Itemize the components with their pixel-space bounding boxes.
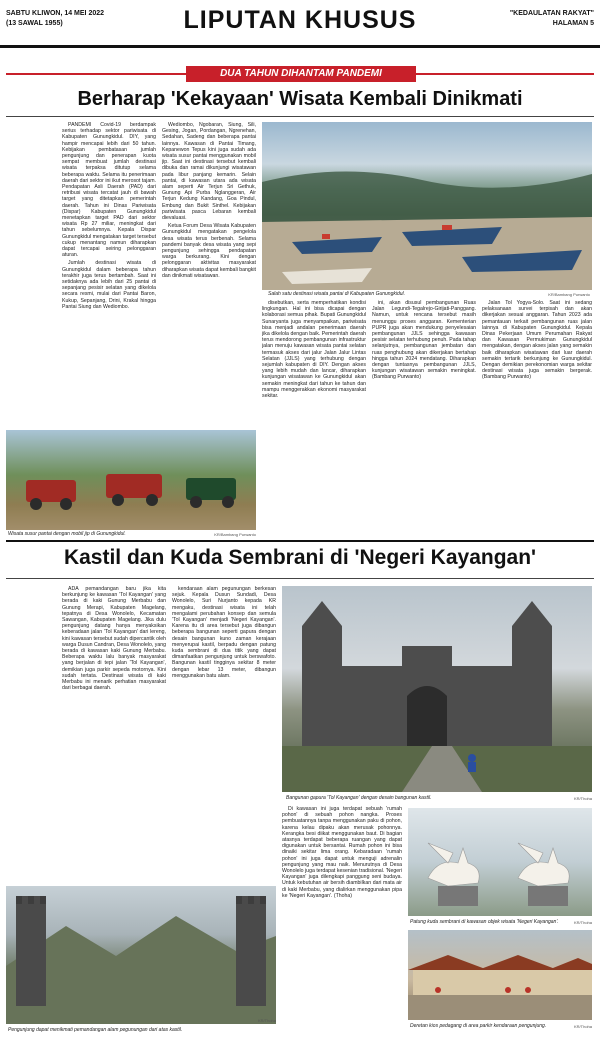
story2-photo3-credit: KR/Thoha bbox=[257, 1018, 276, 1023]
jeep-tour-photo bbox=[6, 430, 256, 530]
headline-rule bbox=[6, 116, 594, 117]
story2-column-1 bbox=[62, 586, 166, 882]
kicker-banner: DUA TAHUN DIHANTAM PANDEMI bbox=[186, 66, 416, 82]
story2-column-2 bbox=[172, 586, 276, 886]
story1-photo2-caption: Wisata susur pantai dengan mobil jip di Gunungkidul. bbox=[8, 531, 126, 537]
story1-column-4 bbox=[372, 300, 476, 536]
hijri-date: (13 SAWAL 1955) bbox=[6, 20, 63, 27]
mountain-view-photo bbox=[6, 886, 276, 1024]
story2-col3-para: Di kawasan ini juga terdapat sebuah 'rumah pohon' di sebuah pohon nangka. Proses pembuatannya tanpa menggunakan paku di pohon, karena kelau dipaku akan merusak pohonnya. Kerangka besi diikat menggunakan baut. Di bagian atasnya terdapat beberapa ruangan yang dapat digunakan untuk bersantai. Rumah pohon ini bisa dinaiki sekitar lima orang. Kebaradaan 'rumah pohon' ini juga dapat untuk menguji adrenalin pengunjung yang mau naik. Menurutnya di Desa Wonolelo juga terdapat kesenian tradisional. 'Negeri Kayangan' juga dilengkapi panggung seni budaya. Untuk kebutuhan air bersih diambilkan dari mata air di kaki Merbabu, yang dialirkan menggunakan pipa ke 'Negeri Kayangan'. (Thoha) bbox=[282, 806, 402, 899]
story1-col4-para: ini, akan disusul pembangunan Ruas Jalan Legundi-Tegalrejo-Girijati-Panggang. Namun, untuk rencana tersebut masih menunggu proses anggaran. Kementerian PUPR juga akan mendukung penyelesaian pembangunan JJLS sehingga kawasan pesisir selatan terhubung penuh. Pada tahap selanjutnya, pembangunan jembatan dan ruas penghubung akan dikerjakan bertahap hingga tahun 2024 mendatang. Diharapkan dengan tuntasnya pembangunan JJLS, kunjungan wisatawan semakin meningkat. (Bambang Purwanto) bbox=[372, 300, 476, 381]
story1-photo1-credit: KR/Bambang Purwanto bbox=[548, 292, 590, 297]
story1-headline: Berharap 'Kekayaan' Wisata Kembali Dinikmati bbox=[77, 88, 523, 110]
story2-photo4-caption: Deretan kios pedagang di area parkir kendaraan pengunjung. bbox=[410, 1023, 547, 1029]
kiosk-row-photo bbox=[408, 930, 592, 1020]
kiosk-illustration bbox=[408, 930, 592, 1020]
story2-photo1-caption: Bangunan gapura 'Tol Kayangan' dengan desain bangunan kastil. bbox=[286, 795, 432, 801]
page-number: HALAMAN 5 bbox=[552, 20, 594, 27]
section-title: LIPUTAN KHUSUS bbox=[183, 6, 417, 34]
story2-photo1-credit: KR/Thoha bbox=[573, 796, 592, 801]
story2-headline-rule bbox=[6, 578, 594, 579]
story1-photo1-caption: Salah satu destinasi wisata pantai di Kabupaten Gunungkidul. bbox=[268, 291, 406, 297]
story2-col2-para: kendaraan alam pegunungan berkesan sejuk. Kepala Dusun Sundadi, Desa Wonolelo, Suri Nurjanto kepada KR mengaku, destinasi wisata ini telah mengalami perubahan konsep dan semula 'Tol Kayangan' menjadi 'Negeri Kayangan'. Karena itu di area tersebut juga dibangun beberapa bangunan seperti gapura dengan desain bangunan kuno zaman kerajaan menyerupai kastil, berpadu dengan patung kuda sembrani di dua titik yang dapat dimanfaatkan pengunjung untuk berswafoto. Bangunan kastil tingginya sekitar 8 meter dengan lebar 13 meter, dibangun menggunakan batu alam. bbox=[172, 586, 276, 679]
story1-column-5 bbox=[482, 300, 592, 536]
castle-gate-photo bbox=[282, 586, 592, 792]
story2-headline: Kastil dan Kuda Sembrani di 'Negeri Kayangan' bbox=[63, 546, 537, 569]
pegasus-statue-photo bbox=[408, 808, 592, 916]
mountain-illustration bbox=[6, 886, 276, 1024]
story2-column-3 bbox=[282, 806, 402, 1040]
boats-illustration bbox=[262, 122, 592, 290]
story-separator bbox=[6, 540, 594, 542]
jeeps-illustration bbox=[6, 430, 256, 530]
story1-column-1 bbox=[62, 122, 156, 422]
story1-col1b-para: Jumlah destinasi wisata di Gunungkidul dalam beberapa tahun terakhir juga terus bertambah. Saat ini setidaknya ada lebih dari 25 pantai di sepanjang pesisir selatan yang dikelola secara resmi, mulai dari Pantai Baron, Kukup, Sepanjang, Drini, Krakal hingga Pantai Siung dan Wediombo. bbox=[62, 260, 156, 310]
paper-name: "KEDAULATAN RAKYAT" bbox=[509, 10, 594, 17]
story1-column-2 bbox=[162, 122, 256, 384]
story2-photo2-credit: KR/Thoha bbox=[573, 920, 592, 925]
issue-date: SABTU KLIWON, 14 MEI 2022 bbox=[6, 10, 105, 17]
pegasus-illustration bbox=[408, 808, 592, 916]
story1-col2-para: Wediombo, Ngobaran, Siung, Sili, Gesing, Jogan, Pordangan, Ngrenehan, Sedahan, Sadeng dan beberapa pantai lainnya. Kawasan di Pantai Timang, Kepanewon Tepus kini juga sudah ada wisata susur pantai menggunakan mobil jip. Saat ini destinasi tersebut kembali dibuka dan ramai dikunjungi wisatawan pada libur panjang kemarin. Selain pantai, di kawasan utara ada wisata alam seperti Air Terjun Sri Gethuk, Gunung Api Purba Nglanggeran, Air Terjun Kedung Kandang, Goa Pindul, Embung dan Bukit Sinthel. Kebijakan pariwisata pasca Lebaran kembali dievaluasi. bbox=[162, 122, 256, 222]
story1-col5-para: Jalan Tol Yogya-Solo. Saat ini sedang pelaksanaan survei terpisah dan akan dikerjakan sesuai anggaran. Tahun 2023 ada pemantauan terkait pembangunan ruas jalan lainnya di Kabupaten Gunungkidul. Kepala Dinas Pekerjaan Umum Perumahan Rakyat dan Kawasan Permukiman Gunungkidul mengatakan, dengan akses jalan yang semakin baik diharapkan wisatawan dari luar daerah semakin tertarik berkunjung ke Gunungkidul. Dengan demikian perekonomian warga sekitar destinasi wisata juga semakin bergerak. (Bambang Purwanto) bbox=[482, 300, 592, 381]
castle-illustration bbox=[282, 586, 592, 792]
story1-col1-para: PANDEMI Covid-19 berdampak serius terhadap sektor pariwisata di Kabupaten Gunungkidul. DIY, yang hampir mencapai lebih dari 50 tahun. Kebijakan pembatasan jumlah pengunjung dan penerapan kuota sempat membuat jumlah destinasi wisata terpaksa ditutup selama beberapa waktu. Selama itu penerimaan daerah dari sektor ini ikut merosot tajam. Pendapatan Asli Daerah (PAD) dari retribusi wisata tercatat jauh di bawah target yang ditetapkan pemerintah daerah. Tahun ini Dinas Pariwisata (Dispar) Kabupaten Gunungkidul menetapkan target PAD dari sektor wisata Rp 27 miliar, meningkat dari tahun sebelumnya. Kepala Dispar Gunungkidul mengatakan target tersebut cukup menantang namun diharapkan dapat tercapai seiring pelonggaran aturan. bbox=[62, 122, 156, 259]
story1-col3-para: disebutkan, serta memperhatikan kondisi lingkungan. Hal ini bisa dicapai dengan kolaborasi semua pihak. Bupati Gunungkidul Sunaryanta juga menyampaikan, pariwisata bisa menjadi andalan penerimaan daerah jika dikelola dengan baik. Pemerintah daerah terus mendorong pembangunan infrastruktur jalan menuju kawasan wisata pantai selatan termasuk akses dari jalur Jalan Jalur Lintas Selatan (JJLS) yang terhubung dengan sejumlah kabupaten di DIY. Dengan akses yang lebih mudah dan lancar, diharapkan kunjungan wisatawan ke Gunungkidul akan semakin meningkat dari tahun ke tahun dan mampu menggerakkan ekonomi masyarakat sekitar. bbox=[262, 300, 366, 400]
beach-boats-photo bbox=[262, 122, 592, 290]
story2-photo2-caption: Patung kuda sembrani di kawasan objek wisata 'Negeri Kayangan'. bbox=[410, 919, 559, 925]
story2-photo3-caption: Pengunjung dapat menikmati pemandangan alam pegunungan dari atas kastil. bbox=[8, 1027, 183, 1033]
story1-photo2-credit: KR/Bambang Purwanto bbox=[214, 532, 256, 537]
story1-column-3 bbox=[262, 300, 366, 536]
story1-col2b-para: Ketua Forum Desa Wisata Kabupaten Gunungkidul mengatakan pengelola desa wisata terus berbenah. Selama pandemi banyak desa wisata yang sepi pengunjung sehingga pendapatan warga berkurang. Kini dengan pelonggaran aktivitas masyarakat diharapkan wisata dapat kembali bangkit dan dinikmati wisatawan. bbox=[162, 223, 256, 279]
story2-photo4-credit: KR/Thoha bbox=[573, 1024, 592, 1029]
story2-col1-para: ADA pemandangan baru jika kita berkunjung ke kawasan 'Tol Kayangan' yang berada di kaki Gunung Merbabu dan Gunung Merapi, Kabupaten Magelang, tepatnya di Desa Wonolelo, Kecamatan Sawangan, Kabupaten Magelang. Jika dulu pengunjung datang hanya menyaksikan keberadaan jalan 'Tol Kayangan' dari lereng, kini kawasan tersebut sudah dipercantik oleh warga Dusun Candran, Desa Wonolelo, yang berada di kawasan kaki Gunung Merbabu. Beberapa waktu lalu banyak masyarakat yang berjalan di tepi jalan 'Tol Kayangan', demikian juga parkir sepeda motornya. Kini sudah tertata. Destinasi wisata di kaki Merbabu ini menarik perhatian masyarakat dari berbagai daerah. bbox=[62, 586, 166, 692]
masthead bbox=[0, 0, 600, 48]
